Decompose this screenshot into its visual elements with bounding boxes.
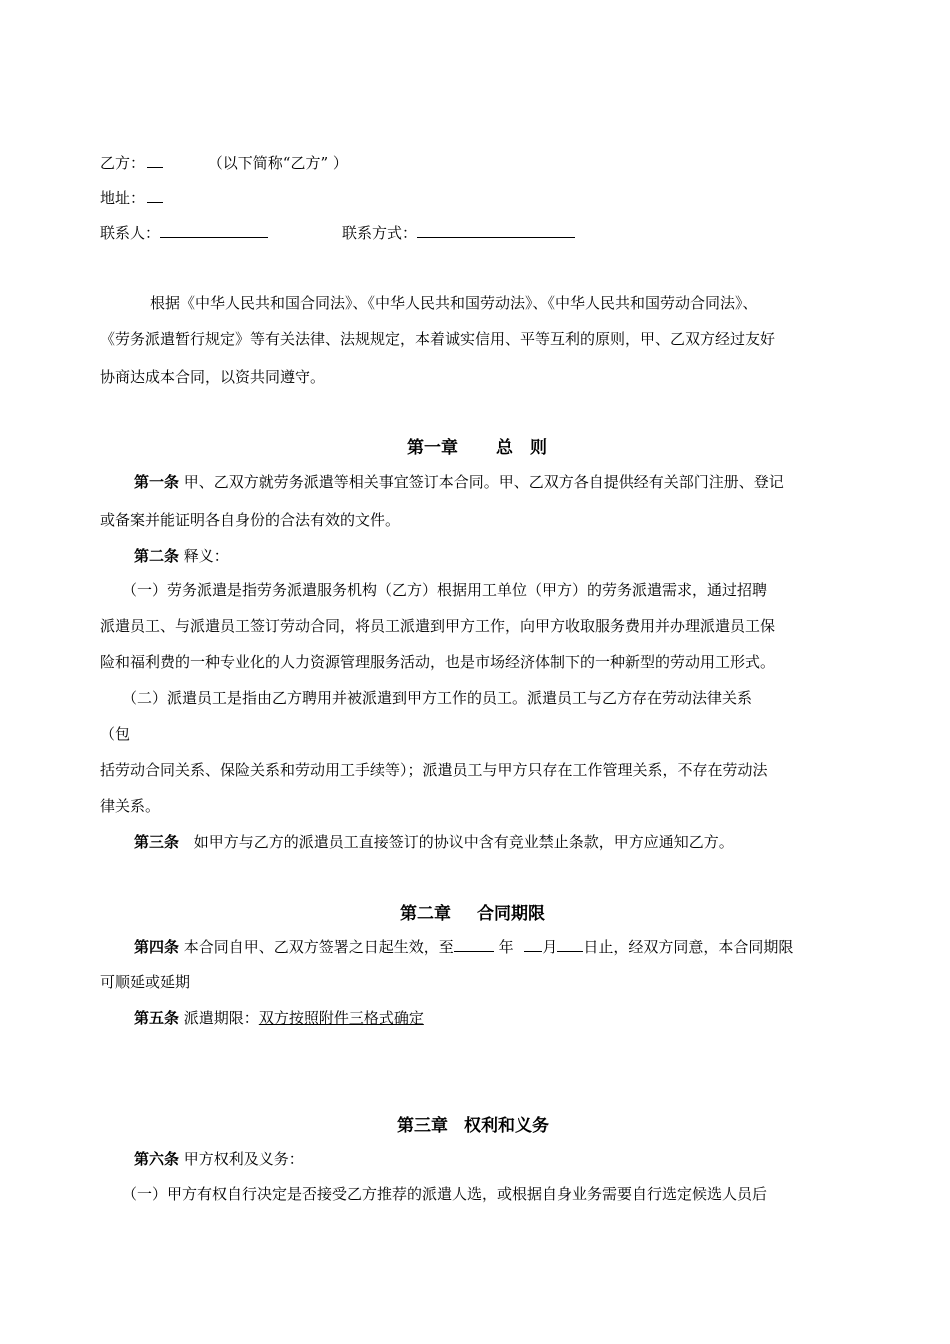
party-b-line: 乙方： （以下简称“乙方” ）: [100, 154, 348, 172]
preamble-line-2: 《劳务派遣暂行规定》等有关法律、法规规定，本着诚实信用、平等互利的原则，甲、乙双方经过友好: [100, 330, 776, 348]
def-2-line-4: 律关系。: [100, 797, 161, 815]
address-line: 地址：: [100, 187, 163, 208]
def-2-line-2: （包: [100, 725, 131, 743]
right-1-line-1: （一）甲方有权自行决定是否接受乙方推荐的派遣人选，或根据自身业务需要自行选定候选人员后: [122, 1185, 768, 1203]
contact-method-blank[interactable]: [417, 223, 575, 238]
article-2-line: 第二条 释义：: [134, 547, 229, 565]
end-day-blank[interactable]: [557, 937, 583, 952]
article-4-line-1: 第四条 本合同自甲、乙双方签署之日起生效，至 年 月 日止，经双方同意，本合同期限: [134, 938, 794, 956]
preamble-line-1: 根据《中华人民共和国合同法》、《中华人民共和国劳动法》、《中华人民共和国劳动合同法》、: [150, 294, 758, 312]
article-6-line: 第六条 甲方权利及义务：: [134, 1150, 304, 1168]
article-1-line-1: 第一条 甲、乙双方就劳务派遣等相关事宜签订本合同。甲、乙双方各自提供经有关部门注册、登记: [134, 473, 784, 491]
chapter-1-heading: 第一章 总 则: [407, 438, 547, 458]
chapter-3-heading: 第三章 权利和义务: [397, 1116, 549, 1136]
article-4-line-2: 可顺延或延期: [100, 973, 191, 991]
def-2-line-1: （二）派遣员工是指由乙方聘用并被派遣到甲方工作的员工。派遣员工与乙方存在劳动法律关系: [122, 689, 753, 707]
article-5-line: 第五条 派遣期限：双方按照附件三格式确定: [134, 1009, 424, 1027]
contact-method-line: 联系方式：: [342, 222, 575, 243]
end-month-blank[interactable]: [524, 937, 542, 952]
party-b-blank[interactable]: [147, 153, 163, 168]
def-2-line-3: 括劳动合同关系、保险关系和劳动用工手续等）；派遣员工与甲方只存在工作管理关系，不存在劳动法: [100, 761, 768, 779]
def-1-line-3: 险和福利费的一种专业化的人力资源管理服务活动，也是市场经济体制下的一种新型的劳动用工形式。: [100, 653, 776, 671]
def-1-line-1: （一）劳务派遣是指劳务派遣服务机构（乙方）根据用工单位（甲方）的劳务派遣需求，通过招聘: [122, 581, 768, 599]
end-year-blank[interactable]: [454, 937, 494, 952]
address-blank[interactable]: [147, 188, 163, 203]
preamble-line-3: 协商达成本合同，以资共同遵守。: [100, 368, 326, 386]
article-1-line-2: 或备案并能证明各自身份的合法有效的文件。: [100, 511, 401, 529]
chapter-2-heading: 第二章 合同期限: [400, 904, 545, 924]
def-1-line-2: 派遣员工、与派遣员工签订劳动合同，将员工派遣到甲方工作，向甲方收取服务费用并办理派遣员工保: [100, 617, 776, 635]
contact-line: 联系人：: [100, 222, 268, 243]
appendix-three-link[interactable]: 双方按照附件三格式确定: [258, 1009, 424, 1027]
contact-person-blank[interactable]: [160, 223, 268, 238]
article-3-line: 第三条 如甲方与乙方的派遣员工直接签订的协议中含有竞业禁止条款，甲方应通知乙方。: [134, 833, 734, 851]
